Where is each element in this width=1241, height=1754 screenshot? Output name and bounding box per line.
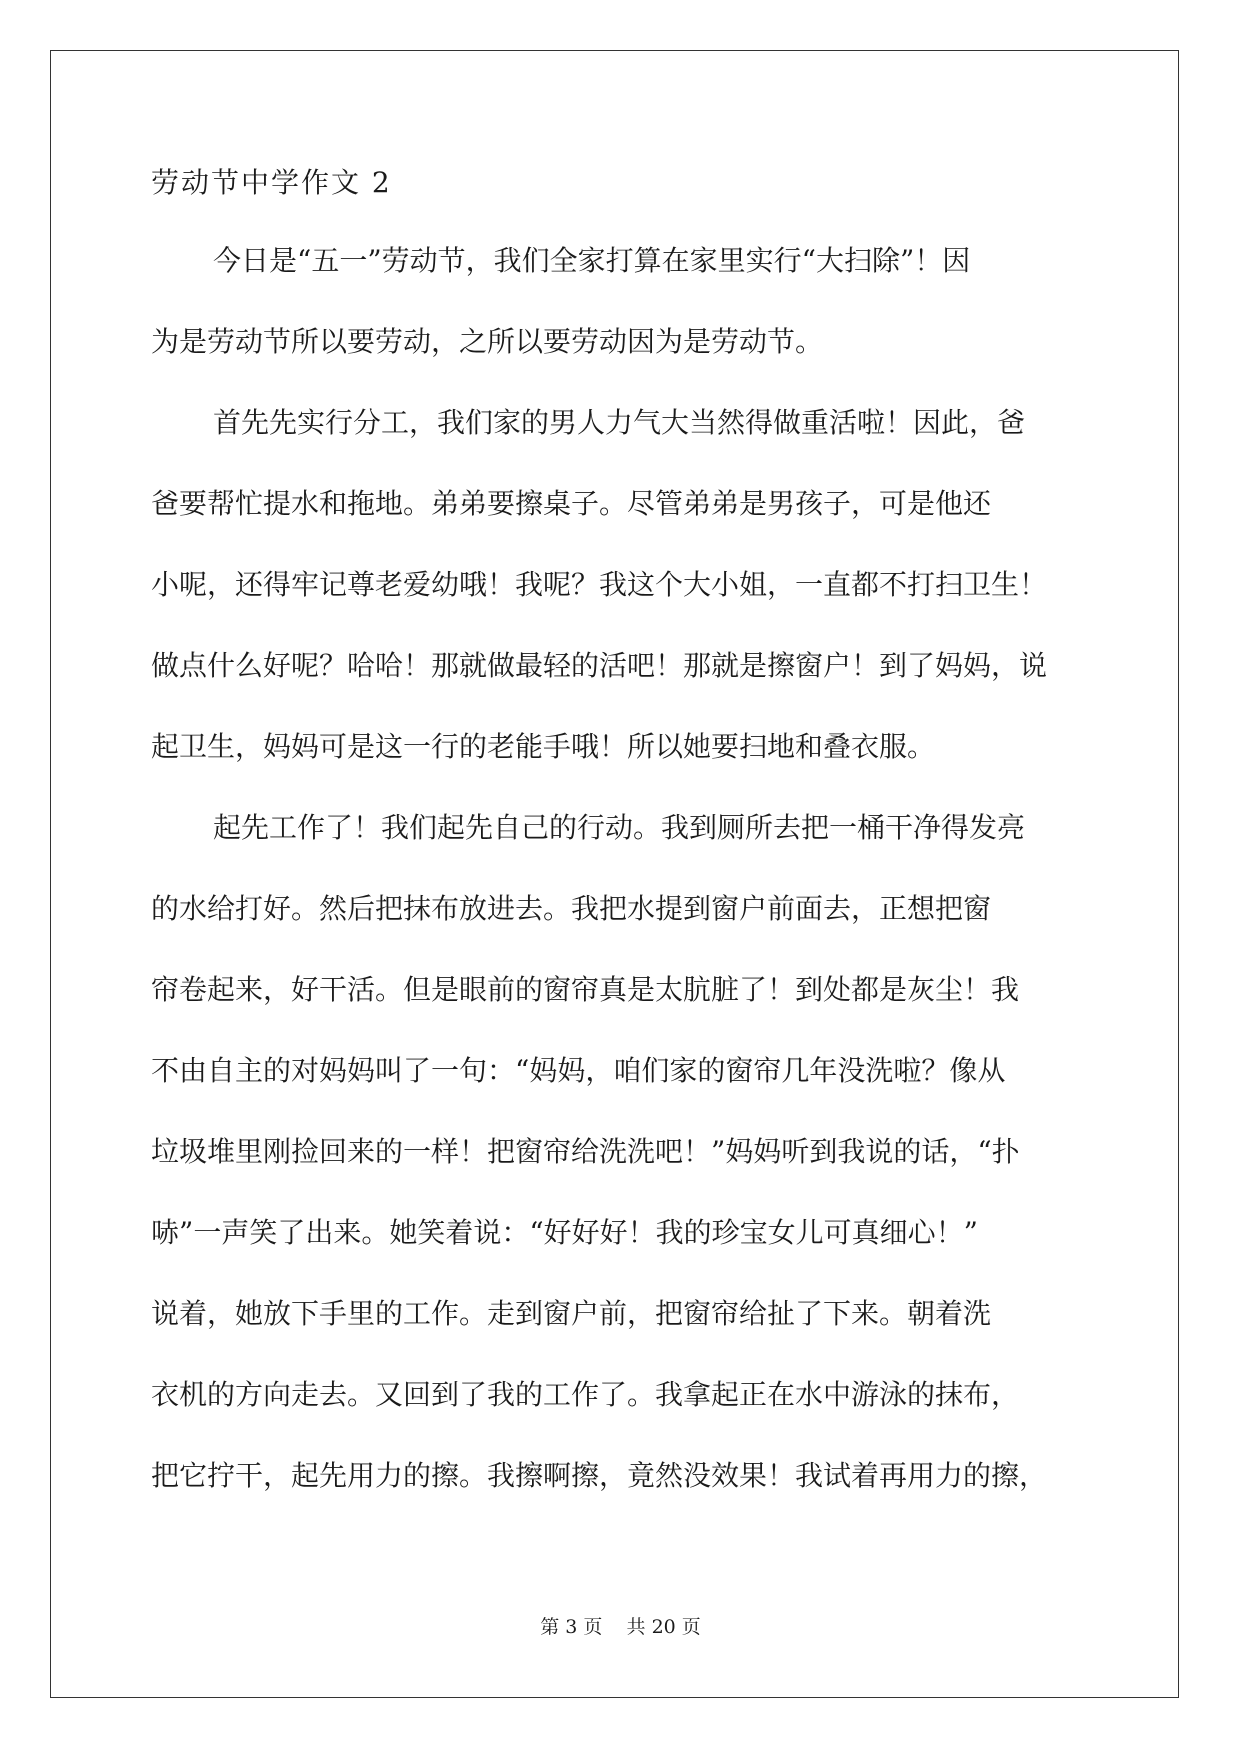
text-line: 哧”一声笑了出来。她笑着说：“好好好！我的珍宝女儿可真细心！” — [151, 1216, 978, 1249]
text-line: 首先先实行分工，我们家的男人力气大当然得做重活啦！因此，爸 — [213, 406, 1026, 439]
text-line: 为是劳动节所以要劳动，之所以要劳动因为是劳动节。 — [151, 325, 824, 358]
text-line: 不由自主的对妈妈叫了一句：“妈妈，咱们家的窗帘几年没洗啦？像从 — [151, 1054, 1006, 1087]
text-line: 把它拧干，起先用力的擦。我擦啊擦，竟然没效果！我试着再用力的擦， — [151, 1459, 1048, 1492]
text-line: 做点什么好呢？哈哈！那就做最轻的活吧！那就是擦窗户！到了妈妈，说 — [151, 649, 1048, 682]
text-line: 说着，她放下手里的工作。走到窗户前，把窗帘给扯了下来。朝着洗 — [151, 1297, 992, 1330]
document-text — [151, 241, 1086, 1496]
page-footer: 第 3 页 共 20 页 — [540, 1616, 701, 1638]
text-line: 起先工作了！我们起先自己的行动。我到厕所去把一桶干净得发亮 — [213, 811, 1026, 844]
text-line: 垃圾堆里刚捡回来的一样！把窗帘给洗洗吧！”妈妈听到我说的话，“扑 — [151, 1135, 1020, 1168]
text-line: 衣机的方向走去。又回到了我的工作了。我拿起正在水中游泳的抹布， — [151, 1378, 1020, 1411]
text-line: 的水给打好。然后把抹布放进去。我把水提到窗户前面去，正想把窗 — [151, 892, 992, 925]
text-line: 小呢，还得牢记尊老爱幼哦！我呢？我这个大小姐，一直都不打扫卫生！ — [151, 568, 1048, 601]
document-body — [151, 163, 1086, 1537]
text-line: 爸要帮忙提水和拖地。弟弟要擦桌子。尽管弟弟是男孩子，可是他还 — [151, 487, 992, 520]
text-line: 帘卷起来，好干活。但是眼前的窗帘真是太肮脏了！到处都是灰尘！我 — [151, 973, 1020, 1006]
text-line: 起卫生，妈妈可是这一行的老能手哦！所以她要扫地和叠衣服。 — [151, 730, 936, 763]
document-title: 劳动节中学作文 2 — [151, 166, 392, 199]
text-line: 今日是“五一”劳动节，我们全家打算在家里实行“大扫除”！因 — [213, 244, 971, 277]
